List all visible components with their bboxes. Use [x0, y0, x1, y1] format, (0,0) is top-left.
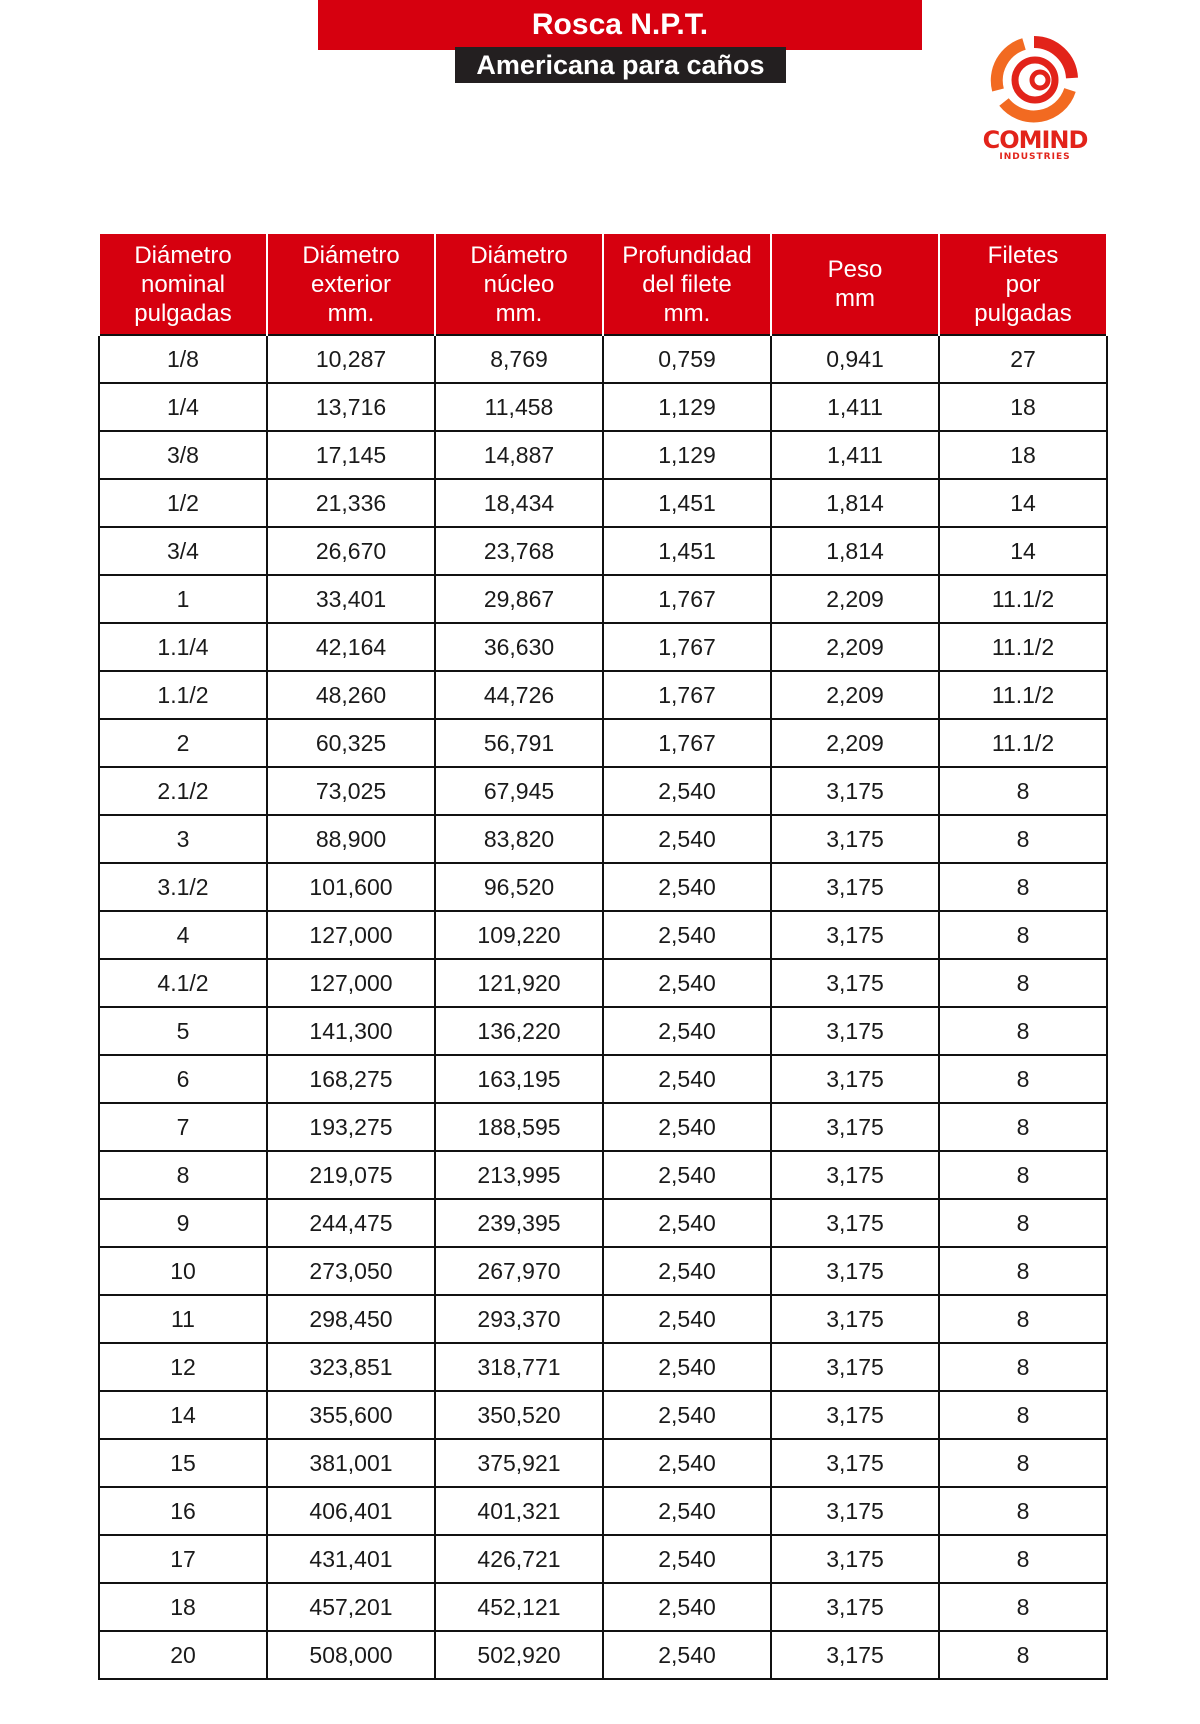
- cell-col-core-diameter: 44,726: [435, 671, 603, 719]
- cell-col-pitch: 3,175: [771, 959, 939, 1007]
- header-line: mm.: [663, 299, 711, 327]
- header-line: núcleo: [483, 270, 555, 298]
- cell-col-nominal-diameter: 14: [99, 1391, 267, 1439]
- cell-col-pitch: 2,209: [771, 623, 939, 671]
- cell-col-core-diameter: 109,220: [435, 911, 603, 959]
- cell-col-threads-per-inch: 8: [939, 1583, 1107, 1631]
- cell-col-thread-depth: 2,540: [603, 1151, 771, 1199]
- cell-col-outer-diameter: 10,287: [267, 335, 435, 383]
- header-col-thread-depth: [603, 234, 771, 335]
- cell-col-thread-depth: 2,540: [603, 1343, 771, 1391]
- cell-col-core-diameter: 213,995: [435, 1151, 603, 1199]
- header-line: Profundidad: [622, 241, 752, 269]
- cell-col-nominal-diameter: 11: [99, 1295, 267, 1343]
- table-row: [99, 1055, 1107, 1103]
- table-row: [99, 1343, 1107, 1391]
- cell-col-pitch: 1,814: [771, 479, 939, 527]
- cell-col-nominal-diameter: 2: [99, 719, 267, 767]
- cell-col-outer-diameter: 88,900: [267, 815, 435, 863]
- cell-col-threads-per-inch: 8: [939, 1631, 1107, 1679]
- cell-col-outer-diameter: 431,401: [267, 1535, 435, 1583]
- cell-col-outer-diameter: 26,670: [267, 527, 435, 575]
- header-line: Diámetro: [134, 241, 232, 269]
- cell-col-pitch: 3,175: [771, 1103, 939, 1151]
- cell-col-threads-per-inch: 8: [939, 1343, 1107, 1391]
- header-line: por: [1005, 270, 1041, 298]
- npt-thread-table: [98, 234, 1108, 1680]
- cell-col-threads-per-inch: 8: [939, 767, 1107, 815]
- cell-col-outer-diameter: 42,164: [267, 623, 435, 671]
- cell-col-thread-depth: 1,129: [603, 383, 771, 431]
- cell-col-core-diameter: 267,970: [435, 1247, 603, 1295]
- header-line: pulgadas: [134, 299, 232, 327]
- cell-col-core-diameter: 67,945: [435, 767, 603, 815]
- page-title: Rosca N.P.T.: [318, 0, 922, 50]
- cell-col-threads-per-inch: 8: [939, 1247, 1107, 1295]
- table-header: [99, 234, 1107, 335]
- cell-col-threads-per-inch: 8: [939, 1007, 1107, 1055]
- cell-col-pitch: 3,175: [771, 1199, 939, 1247]
- cell-col-nominal-diameter: 9: [99, 1199, 267, 1247]
- cell-col-outer-diameter: 48,260: [267, 671, 435, 719]
- cell-col-thread-depth: 1,767: [603, 671, 771, 719]
- cell-col-thread-depth: 1,767: [603, 623, 771, 671]
- cell-col-pitch: 2,209: [771, 575, 939, 623]
- cell-col-outer-diameter: 298,450: [267, 1295, 435, 1343]
- table-row: [99, 959, 1107, 1007]
- cell-col-thread-depth: 1,767: [603, 575, 771, 623]
- cell-col-pitch: 3,175: [771, 1535, 939, 1583]
- cell-col-thread-depth: 2,540: [603, 767, 771, 815]
- cell-col-threads-per-inch: 8: [939, 959, 1107, 1007]
- cell-col-nominal-diameter: 17: [99, 1535, 267, 1583]
- header-line: mm: [835, 285, 875, 312]
- cell-col-pitch: 3,175: [771, 1151, 939, 1199]
- cell-col-nominal-diameter: 3/4: [99, 527, 267, 575]
- header-line: Diámetro: [302, 241, 400, 269]
- header-line: pulgadas: [974, 299, 1072, 327]
- cell-col-nominal-diameter: 4: [99, 911, 267, 959]
- header-line: nominal: [140, 270, 226, 298]
- header-line: Peso: [827, 256, 883, 283]
- cell-col-thread-depth: 1,129: [603, 431, 771, 479]
- cell-col-outer-diameter: 101,600: [267, 863, 435, 911]
- cell-col-thread-depth: 2,540: [603, 1487, 771, 1535]
- table-row: [99, 1583, 1107, 1631]
- cell-col-nominal-diameter: 6: [99, 1055, 267, 1103]
- cell-col-core-diameter: 136,220: [435, 1007, 603, 1055]
- cell-col-nominal-diameter: 3: [99, 815, 267, 863]
- cell-col-core-diameter: 293,370: [435, 1295, 603, 1343]
- cell-col-thread-depth: 2,540: [603, 911, 771, 959]
- cell-col-pitch: 1,411: [771, 383, 939, 431]
- cell-col-thread-depth: 2,540: [603, 1007, 771, 1055]
- cell-col-thread-depth: 2,540: [603, 1295, 771, 1343]
- cell-col-threads-per-inch: 11.1/2: [939, 671, 1107, 719]
- cell-col-threads-per-inch: 8: [939, 1103, 1107, 1151]
- table-row: [99, 1487, 1107, 1535]
- cell-col-threads-per-inch: 18: [939, 383, 1107, 431]
- cell-col-nominal-diameter: 1/4: [99, 383, 267, 431]
- cell-col-nominal-diameter: 1/2: [99, 479, 267, 527]
- cell-col-threads-per-inch: 8: [939, 1295, 1107, 1343]
- cell-col-outer-diameter: 127,000: [267, 959, 435, 1007]
- cell-col-thread-depth: 2,540: [603, 1391, 771, 1439]
- table-row: [99, 479, 1107, 527]
- cell-col-thread-depth: 0,759: [603, 335, 771, 383]
- cell-col-nominal-diameter: 3.1/2: [99, 863, 267, 911]
- cell-col-nominal-diameter: 3/8: [99, 431, 267, 479]
- cell-col-core-diameter: 318,771: [435, 1343, 603, 1391]
- cell-col-thread-depth: 1,767: [603, 719, 771, 767]
- header-col-core-diameter: [435, 234, 603, 335]
- cell-col-pitch: 3,175: [771, 1295, 939, 1343]
- cell-col-threads-per-inch: 8: [939, 1439, 1107, 1487]
- cell-col-threads-per-inch: 8: [939, 863, 1107, 911]
- cell-col-thread-depth: 2,540: [603, 815, 771, 863]
- cell-col-nominal-diameter: 18: [99, 1583, 267, 1631]
- page-subtitle: Americana para caños: [455, 47, 786, 83]
- cell-col-core-diameter: 426,721: [435, 1535, 603, 1583]
- table-body: [99, 335, 1107, 1679]
- cell-col-outer-diameter: 141,300: [267, 1007, 435, 1055]
- cell-col-core-diameter: 29,867: [435, 575, 603, 623]
- cell-col-outer-diameter: 168,275: [267, 1055, 435, 1103]
- table-row: [99, 575, 1107, 623]
- cell-col-nominal-diameter: 1: [99, 575, 267, 623]
- cell-col-nominal-diameter: 10: [99, 1247, 267, 1295]
- cell-col-outer-diameter: 457,201: [267, 1583, 435, 1631]
- cell-col-thread-depth: 1,451: [603, 527, 771, 575]
- table-row: [99, 1199, 1107, 1247]
- cell-col-pitch: 3,175: [771, 1487, 939, 1535]
- cell-col-core-diameter: 188,595: [435, 1103, 603, 1151]
- cell-col-core-diameter: 18,434: [435, 479, 603, 527]
- cell-col-core-diameter: 56,791: [435, 719, 603, 767]
- table-row: [99, 1535, 1107, 1583]
- cell-col-threads-per-inch: 8: [939, 1199, 1107, 1247]
- cell-col-nominal-diameter: 1.1/4: [99, 623, 267, 671]
- cell-col-nominal-diameter: 8: [99, 1151, 267, 1199]
- header-col-threads-per-inch: [939, 234, 1107, 335]
- cell-col-thread-depth: 2,540: [603, 1535, 771, 1583]
- cell-col-pitch: 1,814: [771, 527, 939, 575]
- cell-col-outer-diameter: 273,050: [267, 1247, 435, 1295]
- cell-col-pitch: 3,175: [771, 767, 939, 815]
- table-row: [99, 1103, 1107, 1151]
- table-row: [99, 527, 1107, 575]
- cell-col-core-diameter: 452,121: [435, 1583, 603, 1631]
- table-row: [99, 431, 1107, 479]
- cell-col-pitch: 2,209: [771, 719, 939, 767]
- cell-col-thread-depth: 2,540: [603, 1199, 771, 1247]
- cell-col-threads-per-inch: 14: [939, 479, 1107, 527]
- header-line: Filetes: [987, 241, 1059, 269]
- table-row: [99, 1391, 1107, 1439]
- header-col-pitch: [771, 234, 939, 335]
- cell-col-core-diameter: 14,887: [435, 431, 603, 479]
- cell-col-outer-diameter: 33,401: [267, 575, 435, 623]
- cell-col-pitch: 3,175: [771, 815, 939, 863]
- cell-col-threads-per-inch: 11.1/2: [939, 623, 1107, 671]
- cell-col-core-diameter: 96,520: [435, 863, 603, 911]
- cell-col-outer-diameter: 73,025: [267, 767, 435, 815]
- cell-col-pitch: 3,175: [771, 1007, 939, 1055]
- comind-logo-icon: [970, 30, 1100, 130]
- cell-col-core-diameter: 163,195: [435, 1055, 603, 1103]
- cell-col-threads-per-inch: 8: [939, 1055, 1107, 1103]
- table-row: [99, 671, 1107, 719]
- cell-col-threads-per-inch: 27: [939, 335, 1107, 383]
- table-row: [99, 911, 1107, 959]
- cell-col-core-diameter: 11,458: [435, 383, 603, 431]
- cell-col-core-diameter: 401,321: [435, 1487, 603, 1535]
- cell-col-outer-diameter: 13,716: [267, 383, 435, 431]
- header-line: Diámetro: [470, 241, 568, 269]
- cell-col-core-diameter: 239,395: [435, 1199, 603, 1247]
- table-row: [99, 1631, 1107, 1679]
- table-row: [99, 863, 1107, 911]
- cell-col-pitch: 3,175: [771, 1343, 939, 1391]
- cell-col-nominal-diameter: 1.1/2: [99, 671, 267, 719]
- cell-col-core-diameter: 502,920: [435, 1631, 603, 1679]
- cell-col-outer-diameter: 381,001: [267, 1439, 435, 1487]
- table-row: [99, 815, 1107, 863]
- cell-col-outer-diameter: 406,401: [267, 1487, 435, 1535]
- cell-col-thread-depth: 2,540: [603, 1583, 771, 1631]
- cell-col-threads-per-inch: 8: [939, 815, 1107, 863]
- header-line: mm.: [327, 299, 375, 327]
- cell-col-threads-per-inch: 8: [939, 1391, 1107, 1439]
- cell-col-outer-diameter: 244,475: [267, 1199, 435, 1247]
- table-row: [99, 335, 1107, 383]
- cell-col-pitch: 3,175: [771, 1055, 939, 1103]
- cell-col-nominal-diameter: 5: [99, 1007, 267, 1055]
- cell-col-pitch: 3,175: [771, 863, 939, 911]
- cell-col-outer-diameter: 355,600: [267, 1391, 435, 1439]
- cell-col-nominal-diameter: 20: [99, 1631, 267, 1679]
- cell-col-pitch: 2,209: [771, 671, 939, 719]
- table-row: [99, 767, 1107, 815]
- table-row: [99, 719, 1107, 767]
- cell-col-threads-per-inch: 14: [939, 527, 1107, 575]
- cell-col-pitch: 3,175: [771, 1631, 939, 1679]
- cell-col-nominal-diameter: 2.1/2: [99, 767, 267, 815]
- header-line: del filete: [642, 270, 732, 298]
- cell-col-threads-per-inch: 8: [939, 1487, 1107, 1535]
- cell-col-thread-depth: 2,540: [603, 1103, 771, 1151]
- cell-col-nominal-diameter: 12: [99, 1343, 267, 1391]
- table-row: [99, 623, 1107, 671]
- cell-col-nominal-diameter: 1/8: [99, 335, 267, 383]
- cell-col-core-diameter: 8,769: [435, 335, 603, 383]
- header-line: exterior: [310, 270, 392, 298]
- header-col-outer-diameter: [267, 234, 435, 335]
- cell-col-thread-depth: 2,540: [603, 1631, 771, 1679]
- table-row: [99, 1007, 1107, 1055]
- cell-col-thread-depth: 2,540: [603, 1055, 771, 1103]
- cell-col-thread-depth: 2,540: [603, 959, 771, 1007]
- cell-col-threads-per-inch: 18: [939, 431, 1107, 479]
- cell-col-core-diameter: 36,630: [435, 623, 603, 671]
- cell-col-nominal-diameter: 16: [99, 1487, 267, 1535]
- table-row: [99, 383, 1107, 431]
- table-row: [99, 1439, 1107, 1487]
- cell-col-outer-diameter: 60,325: [267, 719, 435, 767]
- cell-col-thread-depth: 2,540: [603, 1247, 771, 1295]
- table-row: [99, 1151, 1107, 1199]
- cell-col-thread-depth: 2,540: [603, 1439, 771, 1487]
- cell-col-outer-diameter: 219,075: [267, 1151, 435, 1199]
- logo-tagline: INDUSTRIES: [999, 152, 1071, 162]
- cell-col-threads-per-inch: 8: [939, 911, 1107, 959]
- cell-col-outer-diameter: 508,000: [267, 1631, 435, 1679]
- cell-col-outer-diameter: 127,000: [267, 911, 435, 959]
- cell-col-core-diameter: 83,820: [435, 815, 603, 863]
- cell-col-nominal-diameter: 7: [99, 1103, 267, 1151]
- cell-col-threads-per-inch: 8: [939, 1151, 1107, 1199]
- table-row: [99, 1247, 1107, 1295]
- cell-col-thread-depth: 2,540: [603, 863, 771, 911]
- cell-col-pitch: 0,941: [771, 335, 939, 383]
- cell-col-outer-diameter: 323,851: [267, 1343, 435, 1391]
- cell-col-core-diameter: 375,921: [435, 1439, 603, 1487]
- cell-col-nominal-diameter: 15: [99, 1439, 267, 1487]
- company-logo: [970, 30, 1100, 170]
- cell-col-nominal-diameter: 4.1/2: [99, 959, 267, 1007]
- cell-col-pitch: 3,175: [771, 1439, 939, 1487]
- cell-col-core-diameter: 23,768: [435, 527, 603, 575]
- table-row: [99, 1295, 1107, 1343]
- cell-col-pitch: 3,175: [771, 911, 939, 959]
- cell-col-pitch: 3,175: [771, 1583, 939, 1631]
- cell-col-core-diameter: 121,920: [435, 959, 603, 1007]
- cell-col-pitch: 3,175: [771, 1391, 939, 1439]
- cell-col-core-diameter: 350,520: [435, 1391, 603, 1439]
- cell-col-threads-per-inch: 11.1/2: [939, 575, 1107, 623]
- cell-col-outer-diameter: 193,275: [267, 1103, 435, 1151]
- cell-col-threads-per-inch: 11.1/2: [939, 719, 1107, 767]
- cell-col-outer-diameter: 21,336: [267, 479, 435, 527]
- header-col-nominal-diameter: [99, 234, 267, 335]
- cell-col-outer-diameter: 17,145: [267, 431, 435, 479]
- cell-col-pitch: 1,411: [771, 431, 939, 479]
- cell-col-pitch: 3,175: [771, 1247, 939, 1295]
- logo-wordmark: COMIND: [982, 126, 1088, 154]
- header-line: mm.: [495, 299, 543, 327]
- cell-col-threads-per-inch: 8: [939, 1535, 1107, 1583]
- cell-col-thread-depth: 1,451: [603, 479, 771, 527]
